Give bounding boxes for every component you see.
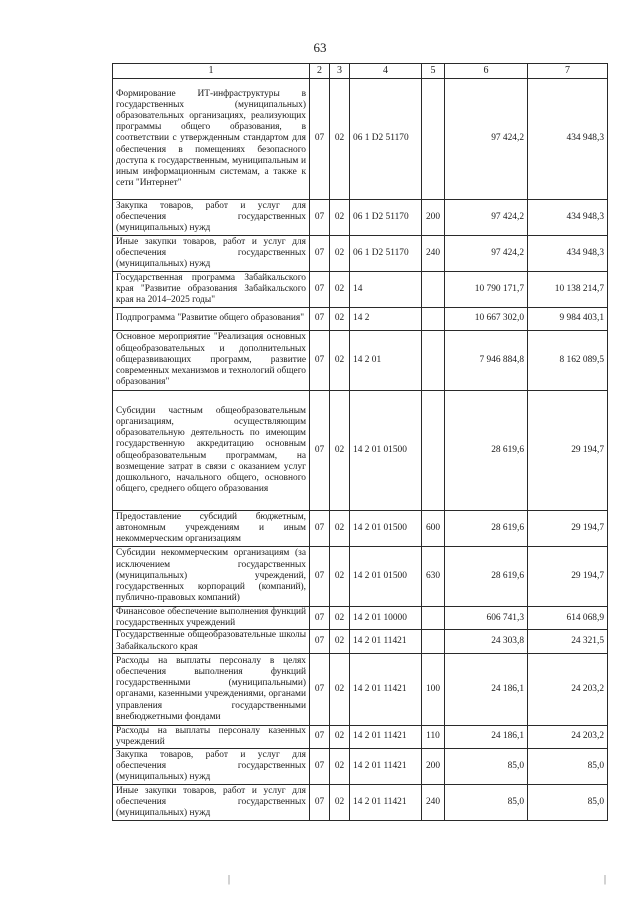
table-row: [113, 79, 608, 200]
table-row: [113, 511, 608, 547]
row-target-article: 14 2 01 01500: [350, 391, 422, 511]
row-target-article: 14 2 01: [350, 331, 422, 391]
header-col-1: 1: [113, 64, 310, 79]
row-name: Основное мероприятие "Реализация основных общеобразовательных и дополнительных общеразвивающих программ, развитие современных механизмов и технологий общего образования": [113, 331, 310, 391]
row-subsection: 02: [330, 653, 350, 725]
row-name: Финансовое обеспечение выполнения функций государственных учреждений: [113, 607, 310, 630]
row-name: Государственная программа Забайкальского края "Развитие образования Забайкальского края на 2014–2025 годы": [113, 272, 310, 308]
row-subsection: 02: [330, 79, 350, 200]
row-target-article: 14 2 01 01500: [350, 547, 422, 607]
row-section: 07: [310, 749, 330, 785]
row-amount-1: 97 424,2: [445, 236, 528, 272]
row-amount-2: 85,0: [528, 785, 608, 821]
row-subsection: 02: [330, 391, 350, 511]
table-row: [113, 331, 608, 391]
row-name: Иные закупки товаров, работ и услуг для обеспечения государственных (муниципальных) нужд: [113, 236, 310, 272]
row-expense-type: 240: [422, 236, 445, 272]
table-row: [113, 630, 608, 653]
row-amount-1: 24 186,1: [445, 725, 528, 748]
table-header-row: [113, 64, 608, 79]
row-expense-type: [422, 630, 445, 653]
row-name: Иные закупки товаров, работ и услуг для обеспечения государственных (муниципальных) нужд: [113, 785, 310, 821]
row-subsection: 02: [330, 511, 350, 547]
row-section: 07: [310, 200, 330, 236]
row-subsection: 02: [330, 607, 350, 630]
row-target-article: 14 2 01 11421: [350, 785, 422, 821]
row-amount-1: 28 619,6: [445, 511, 528, 547]
row-name: Подпрограмма "Развитие общего образования": [113, 308, 310, 331]
row-section: 07: [310, 272, 330, 308]
row-section: 07: [310, 607, 330, 630]
header-col-2: 2: [310, 64, 330, 79]
row-section: 07: [310, 725, 330, 748]
row-section: 07: [310, 630, 330, 653]
row-name: Субсидии некоммерческим организациям (за исключением государственных (муниципальных) учреждений, государственных корпораций (компаний), публично-правовых компаний): [113, 547, 310, 607]
row-target-article: 14 2 01 01500: [350, 511, 422, 547]
row-section: 07: [310, 79, 330, 200]
row-expense-type: 240: [422, 785, 445, 821]
scan-mark: |: [604, 874, 607, 885]
table-body: [113, 79, 608, 821]
row-amount-1: 10 790 171,7: [445, 272, 528, 308]
row-target-article: 14 2 01 10000: [350, 607, 422, 630]
row-expense-type: 200: [422, 749, 445, 785]
row-expense-type: [422, 391, 445, 511]
row-name: Закупка товаров, работ и услуг для обеспечения государственных (муниципальных) нужд: [113, 749, 310, 785]
row-subsection: 02: [330, 200, 350, 236]
row-amount-2: 614 068,9: [528, 607, 608, 630]
row-subsection: 02: [330, 547, 350, 607]
row-amount-1: 10 667 302,0: [445, 308, 528, 331]
row-subsection: 02: [330, 272, 350, 308]
row-amount-1: 85,0: [445, 749, 528, 785]
row-amount-2: 434 948,3: [528, 79, 608, 200]
row-subsection: 02: [330, 785, 350, 821]
row-subsection: 02: [330, 236, 350, 272]
row-name: Расходы на выплаты персоналу в целях обеспечения выполнения функций государственными (муниципальными) органами, казенными учреждениями, органами управления государственными внебюджетными фондами: [113, 653, 310, 725]
row-target-article: 06 1 D2 51170: [350, 200, 422, 236]
row-amount-2: 10 138 214,7: [528, 272, 608, 308]
table-row: [113, 200, 608, 236]
row-expense-type: [422, 272, 445, 308]
row-target-article: 14 2 01 11421: [350, 725, 422, 748]
row-expense-type: 110: [422, 725, 445, 748]
row-target-article: 14: [350, 272, 422, 308]
row-subsection: 02: [330, 725, 350, 748]
row-target-article: 14 2 01 11421: [350, 630, 422, 653]
row-section: 07: [310, 236, 330, 272]
row-name: Предоставление субсидий бюджетным, автономным учреждениям и иным некоммерческим организациям: [113, 511, 310, 547]
row-amount-1: 97 424,2: [445, 79, 528, 200]
row-amount-1: 28 619,6: [445, 547, 528, 607]
header-col-5: 5: [422, 64, 445, 79]
row-amount-2: 85,0: [528, 749, 608, 785]
page-number: 63: [313, 40, 327, 55]
row-subsection: 02: [330, 630, 350, 653]
row-section: 07: [310, 511, 330, 547]
row-subsection: 02: [330, 749, 350, 785]
row-target-article: 06 1 D2 51170: [350, 79, 422, 200]
row-section: 07: [310, 653, 330, 725]
row-name: Расходы на выплаты персоналу казенных учреждений: [113, 725, 310, 748]
row-expense-type: 600: [422, 511, 445, 547]
row-amount-2: 434 948,3: [528, 200, 608, 236]
row-name: Формирование ИТ-инфраструктуры в государственных (муниципальных) образовательных организациях, реализующих программы общего образования, в соответствии с утвержденным стандартом для обеспечения в помещениях безопасного доступа к государственным, муниципальным и иным информационным системам, а также к сети "Интернет": [113, 79, 310, 200]
table-row: [113, 653, 608, 725]
row-subsection: 02: [330, 331, 350, 391]
row-name: Субсидии частным общеобразовательным организациям, осуществляющим образовательную деятельность по имеющим государственную аккредитацию основным общеобразовательным программам, на возмещение затрат в связи с оказанием услуг дошкольного, начального общего, основного общего, среднего общего образования: [113, 391, 310, 511]
row-expense-type: 100: [422, 653, 445, 725]
header-col-3: 3: [330, 64, 350, 79]
row-amount-2: 29 194,7: [528, 547, 608, 607]
header-col-4: 4: [350, 64, 422, 79]
row-amount-2: 29 194,7: [528, 511, 608, 547]
budget-table: [112, 63, 608, 821]
row-amount-1: 7 946 884,8: [445, 331, 528, 391]
row-amount-1: 606 741,3: [445, 607, 528, 630]
row-section: 07: [310, 785, 330, 821]
table-row: [113, 725, 608, 748]
row-expense-type: 200: [422, 200, 445, 236]
row-expense-type: [422, 607, 445, 630]
table-row: [113, 308, 608, 331]
row-subsection: 02: [330, 308, 350, 331]
row-expense-type: 630: [422, 547, 445, 607]
row-section: 07: [310, 308, 330, 331]
row-amount-1: 28 619,6: [445, 391, 528, 511]
table-row: [113, 785, 608, 821]
row-expense-type: [422, 331, 445, 391]
row-amount-2: 434 948,3: [528, 236, 608, 272]
row-target-article: 14 2: [350, 308, 422, 331]
table-row: [113, 607, 608, 630]
row-section: 07: [310, 547, 330, 607]
row-amount-2: 29 194,7: [528, 391, 608, 511]
table-row: [113, 749, 608, 785]
row-amount-1: 24 186,1: [445, 653, 528, 725]
header-col-7: 7: [528, 64, 608, 79]
row-amount-2: 9 984 403,1: [528, 308, 608, 331]
table-row: [113, 391, 608, 511]
table-row: [113, 272, 608, 308]
row-amount-1: 97 424,2: [445, 200, 528, 236]
scan-mark: |: [228, 874, 231, 885]
row-target-article: 06 1 D2 51170: [350, 236, 422, 272]
row-amount-1: 24 303,8: [445, 630, 528, 653]
table-row: [113, 547, 608, 607]
row-amount-2: 24 203,2: [528, 725, 608, 748]
row-section: 07: [310, 331, 330, 391]
row-amount-2: 24 321,5: [528, 630, 608, 653]
row-name: Закупка товаров, работ и услуг для обеспечения государственных (муниципальных) нужд: [113, 200, 310, 236]
row-name: Государственные общеобразовательные школы Забайкальского края: [113, 630, 310, 653]
header-col-6: 6: [445, 64, 528, 79]
row-amount-2: 8 162 089,5: [528, 331, 608, 391]
row-expense-type: [422, 79, 445, 200]
table-row: [113, 236, 608, 272]
row-section: 07: [310, 391, 330, 511]
row-amount-1: 85,0: [445, 785, 528, 821]
row-expense-type: [422, 308, 445, 331]
row-amount-2: 24 203,2: [528, 653, 608, 725]
row-target-article: 14 2 01 11421: [350, 653, 422, 725]
row-target-article: 14 2 01 11421: [350, 749, 422, 785]
